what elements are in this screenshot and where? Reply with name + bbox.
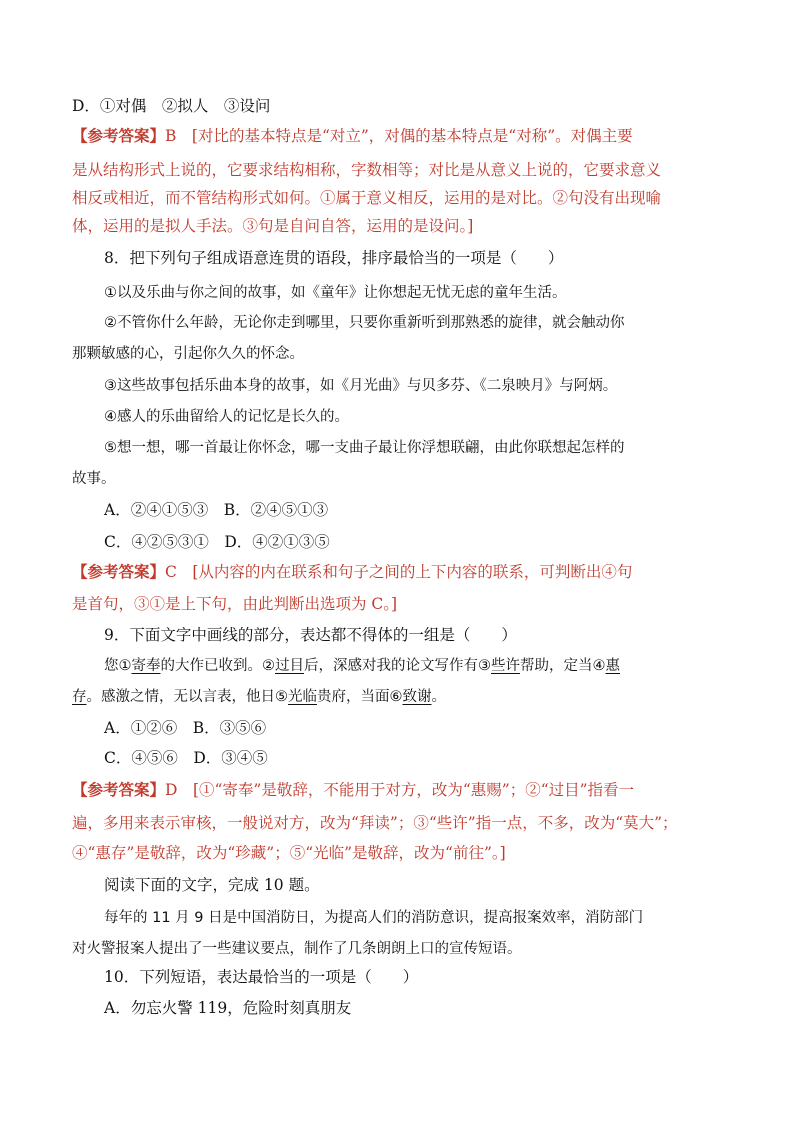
answer-text: C [从内容的内在联系和句子之间的上下内容的联系，可判断出④句 bbox=[165, 563, 633, 581]
q9-passage-line-2: 存。感激之情，无以言表，他日⑤光临贵府，当面⑥致谢。 bbox=[72, 689, 446, 705]
underlined-word-5: 光临 bbox=[288, 689, 317, 705]
reading-passage-line-2: 对火警报案人提出了一些建议要点，制作了几条朗朗上口的宣传短语。 bbox=[72, 941, 522, 957]
q9-passage-line-1: 您①寄奉的大作已收到。②过目后，深感对我的论文写作有③些许帮助，定当④惠 bbox=[104, 658, 620, 674]
q7-answer-line-3: 相反或相近，而不管结构形式如何。①属于意义相反，运用的是对比。②句没有出现喻 bbox=[72, 189, 662, 207]
q9-answer-line-3: ④“惠存”是敬辞，改为“珍藏”；⑤“光临”是敬辞，改为“前往”。] bbox=[72, 844, 506, 862]
q10-stem: 10．下列短语，表达最恰当的一项是（ ） bbox=[104, 968, 419, 986]
underlined-word-3: 些许 bbox=[491, 658, 520, 674]
q9-answer-line-1 bbox=[72, 780, 634, 800]
q8-sentence-4: ④感人的乐曲留给人的记忆是长久的。 bbox=[104, 409, 349, 425]
underlined-word-6: 致谢 bbox=[402, 689, 432, 705]
reading-passage-line-1: 每年的 11 月 9 日是中国消防日，为提高人们的消防意识，提高报案效率，消防部门 bbox=[104, 910, 644, 926]
q8-sentence-5-cont: 故事。 bbox=[72, 471, 116, 487]
q7-answer-line-1 bbox=[72, 126, 633, 146]
q8-sentence-1: ①以及乐曲与你之间的故事，如《童年》让你想起无忧无虑的童年生活。 bbox=[104, 285, 567, 301]
reading-intro: 阅读下面的文字，完成 10 题。 bbox=[104, 876, 320, 894]
q7-answer-line-2: 是从结构形式上说的，它要求结构相称，字数相等；对比是从意义上说的，它要求意义 bbox=[72, 161, 662, 179]
underlined-word-2: 过目 bbox=[275, 658, 304, 674]
answer-tag: 【参考答案】 bbox=[72, 126, 166, 145]
q10-option-a: A．勿忘火警 119，危险时刻真朋友 bbox=[104, 999, 352, 1017]
underlined-word-4a: 惠 bbox=[605, 658, 620, 674]
q8-answer-line-1 bbox=[72, 562, 632, 582]
q8-stem: 8．把下列句子组成语意连贯的语段，排序最恰当的一项是（ ） bbox=[104, 249, 564, 267]
q9-options-ab: A．①②⑥ B．③⑤⑥ bbox=[104, 719, 267, 737]
answer-text: B [对比的基本特点是“对立”，对偶的基本特点是“对称”。对偶主要 bbox=[165, 127, 633, 145]
answer-tag: 【参考答案】 bbox=[72, 562, 166, 581]
q7-answer-line-4: 体，运用的是拟人手法。③句是自问自答，运用的是设问。] bbox=[72, 217, 474, 235]
q7-option-d: D．①对偶 ②拟人 ③设问 bbox=[72, 97, 271, 115]
answer-tag: 【参考答案】 bbox=[72, 780, 166, 799]
q8-sentence-3: ③这些故事包括乐曲本身的故事，如《月光曲》与贝多芬、《二泉映月》与阿炳。 bbox=[104, 378, 618, 394]
q8-sentence-2: ②不管你什么年龄，无论你走到哪里，只要你重新听到那熟悉的旋律，就会触动你 bbox=[104, 315, 625, 331]
q8-answer-line-2: 是首句，③①是上下句，由此判断出选项为 C。] bbox=[72, 595, 398, 613]
q8-sentence-2-cont: 那颗敏感的心，引起你久久的怀念。 bbox=[72, 346, 304, 362]
q8-options-ab: A．②④①⑤③ B．②④⑤①③ bbox=[104, 501, 329, 519]
q9-answer-line-2: 遍，多用来表示审核，一般说对方，改为“拜读”；③“些许”指一点，不多，改为“莫大”； bbox=[72, 814, 678, 832]
answer-text: D [①“寄奉”是敬辞，不能用于对方，改为“惠赐”；②“过目”指看一 bbox=[165, 781, 635, 799]
underlined-word-1: 寄奉 bbox=[131, 658, 161, 674]
q8-options-cd: C．④②⑤③① D．④②①③⑤ bbox=[104, 533, 330, 551]
underlined-word-4b: 存 bbox=[72, 689, 87, 705]
q9-options-cd: C．④⑤⑥ D．③④⑤ bbox=[104, 749, 268, 767]
q9-stem: 9．下面文字中画线的部分，表达都不得体的一组是（ ） bbox=[104, 626, 517, 644]
q8-sentence-5: ⑤想一想，哪一首最让你怀念，哪一支曲子最让你浮想联翩，由此你联想起怎样的 bbox=[104, 440, 625, 456]
